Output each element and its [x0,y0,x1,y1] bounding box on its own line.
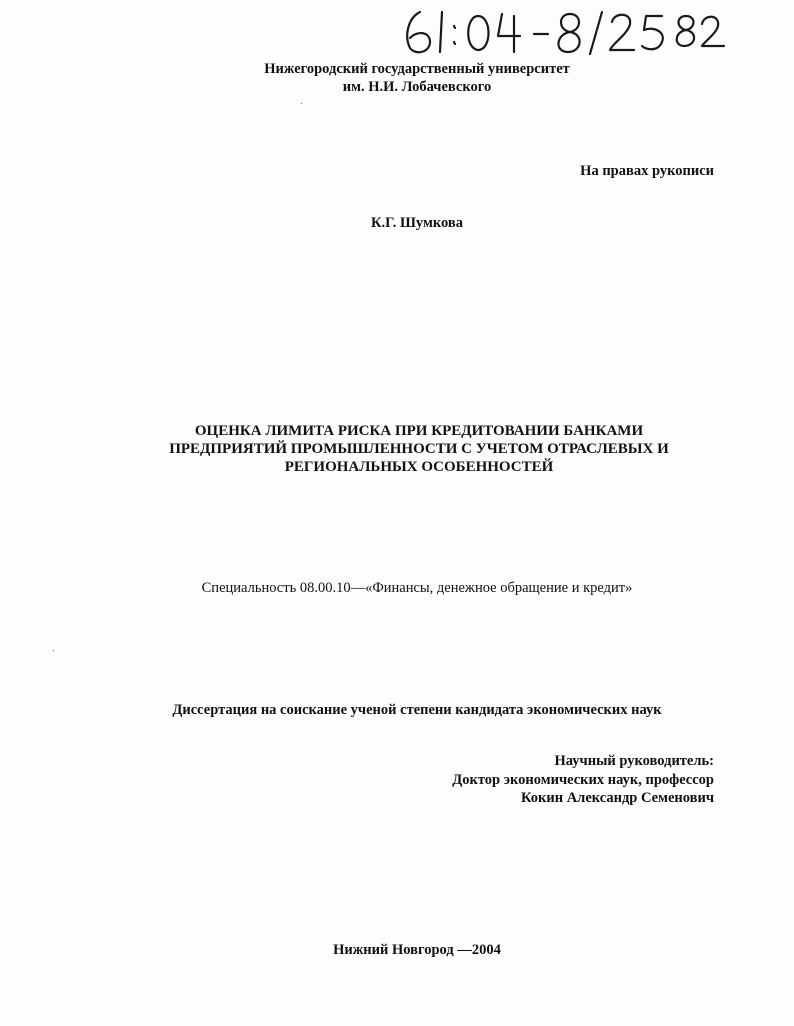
handwritten-archive-number-drawing [398,6,728,58]
specialty-line: Специальность 08.00.10—«Финансы, денежное обращение и кредит» [201,580,633,596]
handwritten-archive-number [398,6,728,58]
supervisor-degree: Доктор экономических наук, профессор [452,771,714,788]
author-name: К.Г. Шумкова [371,215,463,231]
title-line-3: РЕГИОНАЛЬНЫХ ОСОБЕННОСТЕЙ [284,459,554,475]
city-year: Нижний Новгород —2004 [333,942,501,958]
scan-speck [53,650,54,651]
supervisor-label: Научный руководитель: [554,753,714,769]
title-line-2: ПРЕДПРИЯТИЙ ПРОМЫШЛЕННОСТИ С УЧЕТОМ ОТРАСЛЕВЫХ И [169,441,669,457]
university-name: Нижегородский государственный университет [264,61,570,77]
scientific-supervisor-block [452,752,714,808]
title-line-1: ОЦЕНКА ЛИМИТА РИСКА ПРИ КРЕДИТОВАНИИ БАНКАМИ [194,423,644,439]
manuscript-rights-note: На правах рукописи [580,163,714,179]
university-honorific: им. Н.И. Лобачевского [342,79,492,95]
dissertation-title [0,422,794,476]
scan-speck [301,103,302,104]
supervisor-name: Кокин Александр Семенович [520,790,714,806]
dissertation-degree-line: Диссертация на соискание ученой степени кандидата экономических наук [172,702,662,718]
